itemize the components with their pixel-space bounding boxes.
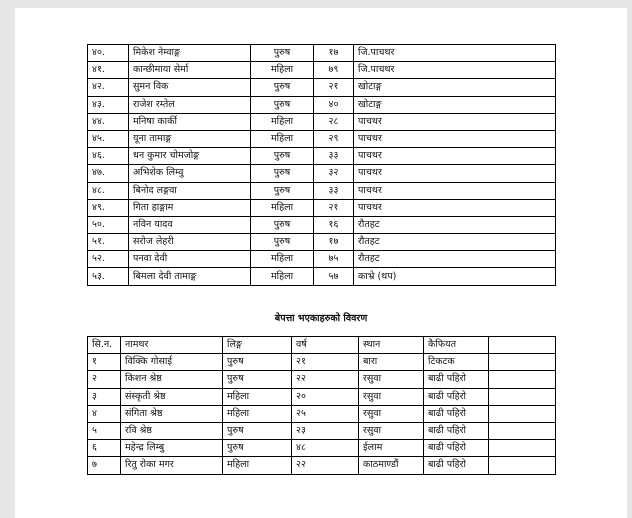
gender-cell: पुरुष (251, 79, 314, 96)
empty-cell (489, 422, 556, 439)
place-cell: रसुवा (359, 388, 424, 405)
name-cell: सरोज लेहरी (129, 234, 251, 251)
gender-cell: महिला (251, 113, 314, 130)
age-cell: २३ (292, 422, 359, 439)
place-cell: खोटाङ्ग (354, 96, 556, 113)
name-cell: मनिषा कार्की (129, 113, 251, 130)
age-cell: १७ (314, 45, 354, 62)
name-cell: संगिता श्रेष्ठ (121, 405, 223, 422)
age-cell: ७९ (314, 62, 354, 79)
missing-persons-table (87, 336, 556, 475)
name-cell: नविन यादव (129, 216, 251, 233)
serial-cell: ५३. (88, 268, 129, 285)
column-header: नामथर (121, 337, 223, 354)
empty-cell (489, 388, 556, 405)
empty-cell (489, 405, 556, 422)
gender-cell: महिला (223, 457, 292, 474)
remark-cell: बाढी पहिरो (424, 457, 489, 474)
serial-cell: ४१. (88, 62, 129, 79)
serial-cell: ४२. (88, 79, 129, 96)
age-cell: ४० (314, 96, 354, 113)
serial-cell: ७ (88, 457, 121, 474)
place-cell: जि.पाचथर (354, 45, 556, 62)
table-row (88, 45, 556, 62)
name-cell: महेन्द्र लिम्बु (121, 440, 223, 457)
place-cell: रौतहट (354, 234, 556, 251)
table-row (88, 268, 556, 285)
gender-cell: पुरुष (223, 440, 292, 457)
table-row (88, 182, 556, 199)
column-header: वर्ष (292, 337, 359, 354)
gender-cell: पुरुष (251, 234, 314, 251)
serial-cell: ५ (88, 422, 121, 439)
table-row (88, 422, 556, 439)
age-cell: २१ (314, 199, 354, 216)
serial-cell: ४०. (88, 45, 129, 62)
gender-cell: महिला (251, 199, 314, 216)
table-row (88, 405, 556, 422)
place-cell: रसुवा (359, 371, 424, 388)
table-row (88, 148, 556, 165)
table-row (88, 388, 556, 405)
empty-cell (489, 371, 556, 388)
serial-cell: ६ (88, 440, 121, 457)
serial-cell: ४४. (88, 113, 129, 130)
remark-cell: टिकटक (424, 354, 489, 371)
gender-cell: पुरुष (251, 148, 314, 165)
table-row (88, 130, 556, 147)
serial-cell: ४८. (88, 182, 129, 199)
gender-cell: पुरुष (251, 216, 314, 233)
name-cell: राजेश रम्तेल (129, 96, 251, 113)
table-row (88, 251, 556, 268)
empty-cell (489, 440, 556, 457)
place-cell: पाचथर (354, 182, 556, 199)
place-cell: पाचथर (354, 199, 556, 216)
age-cell: २२ (292, 457, 359, 474)
name-cell: बिनोद लङ्गवा (129, 182, 251, 199)
age-cell: ४८ (292, 440, 359, 457)
name-cell: विक्कि गोसाई (121, 354, 223, 371)
table-row (88, 96, 556, 113)
table-row (88, 234, 556, 251)
serial-cell: ४९. (88, 199, 129, 216)
place-cell: रौतहट (354, 251, 556, 268)
remark-cell: बाढी पहिरो (424, 388, 489, 405)
missing-persons-heading: बेपत्ता भएकाहरुको विवरण (274, 313, 368, 324)
age-cell: २० (292, 388, 359, 405)
table-row (88, 165, 556, 182)
serial-cell: ४५. (88, 130, 129, 147)
table-row (88, 113, 556, 130)
gender-cell: पुरुष (251, 165, 314, 182)
name-cell: संस्कृती श्रेष्ठ (121, 388, 223, 405)
table-row (88, 457, 556, 474)
gender-cell: पुरुष (223, 354, 292, 371)
age-cell: २५ (292, 405, 359, 422)
name-cell: बिमला देवी तामाङ्ग (129, 268, 251, 285)
serial-cell: ४७. (88, 165, 129, 182)
serial-cell: ५२. (88, 251, 129, 268)
column-header: स्थान (359, 337, 424, 354)
gender-cell: पुरुष (223, 422, 292, 439)
header-row (88, 337, 556, 354)
serial-cell: १ (88, 354, 121, 371)
place-cell: ईलाम (359, 440, 424, 457)
age-cell: २९ (314, 130, 354, 147)
gender-cell: पुरुष (223, 371, 292, 388)
table-row (88, 62, 556, 79)
name-cell: पनवा देवी (129, 251, 251, 268)
place-cell: पाचथर (354, 148, 556, 165)
name-cell: किशन श्रेष्ठ (121, 371, 223, 388)
place-cell: रसुवा (359, 405, 424, 422)
remark-cell: बाढी पहिरो (424, 405, 489, 422)
age-cell: ३३ (314, 182, 354, 199)
remark-cell: बाढी पहिरो (424, 422, 489, 439)
name-cell: सुमन विक (129, 79, 251, 96)
column-header: कैफियत (424, 337, 489, 354)
column-header: सि.न. (88, 337, 121, 354)
document-page (15, 8, 627, 518)
table-row (88, 199, 556, 216)
place-cell: पाचथर (354, 165, 556, 182)
serial-cell: २ (88, 371, 121, 388)
serial-cell: ४६. (88, 148, 129, 165)
age-cell: ३२ (314, 165, 354, 182)
name-cell: यूना तामाङ्ग (129, 130, 251, 147)
gender-cell: महिला (251, 268, 314, 285)
place-cell: काभ्रे (थप) (354, 268, 556, 285)
serial-cell: ३ (88, 388, 121, 405)
table-row (88, 216, 556, 233)
place-cell: खोटाङ्ग (354, 79, 556, 96)
remark-cell: बाढी पहिरो (424, 440, 489, 457)
gender-cell: महिला (223, 388, 292, 405)
age-cell: १६ (314, 216, 354, 233)
gender-cell: महिला (251, 251, 314, 268)
age-cell: २१ (292, 354, 359, 371)
serial-cell: ४३. (88, 96, 129, 113)
gender-cell: महिला (223, 405, 292, 422)
empty-cell (489, 457, 556, 474)
name-cell: गिता हाङ्गाम (129, 199, 251, 216)
age-cell: ५७ (314, 268, 354, 285)
age-cell: ३३ (314, 148, 354, 165)
serial-cell: ५०. (88, 216, 129, 233)
place-cell: काठमाण्डौं (359, 457, 424, 474)
place-cell: रौतहट (354, 216, 556, 233)
place-cell: रसुवा (359, 422, 424, 439)
table-row (88, 440, 556, 457)
age-cell: २२ (292, 371, 359, 388)
place-cell: पाचथर (354, 130, 556, 147)
column-header: लिङ्ग (223, 337, 292, 354)
age-cell: १७ (314, 234, 354, 251)
table-row (88, 354, 556, 371)
gender-cell: पुरुष (251, 182, 314, 199)
place-cell: जि.पाचथर (354, 62, 556, 79)
name-cell: अभिशेक लिम्वु (129, 165, 251, 182)
age-cell: ७५ (314, 251, 354, 268)
gender-cell: महिला (251, 130, 314, 147)
table-row (88, 371, 556, 388)
table-row (88, 79, 556, 96)
name-cell: धन कुमार चोमजोङ्ग (129, 148, 251, 165)
gender-cell: पुरुष (251, 45, 314, 62)
casualty-table (87, 44, 556, 286)
serial-cell: ४ (88, 405, 121, 422)
name-cell: रवि श्रेष्ठ (121, 422, 223, 439)
name-cell: मिकेश नेम्वाङ्ग (129, 45, 251, 62)
place-cell: बारा (359, 354, 424, 371)
column-header (489, 337, 556, 354)
serial-cell: ५१. (88, 234, 129, 251)
name-cell: रितु रोका मगर (121, 457, 223, 474)
gender-cell: महिला (251, 62, 314, 79)
remark-cell: बाढी पहिरो (424, 371, 489, 388)
empty-cell (489, 354, 556, 371)
gender-cell: पुरुष (251, 96, 314, 113)
age-cell: २८ (314, 113, 354, 130)
place-cell: पाचथर (354, 113, 556, 130)
age-cell: २१ (314, 79, 354, 96)
name-cell: कान्छीमाया सेर्मा (129, 62, 251, 79)
